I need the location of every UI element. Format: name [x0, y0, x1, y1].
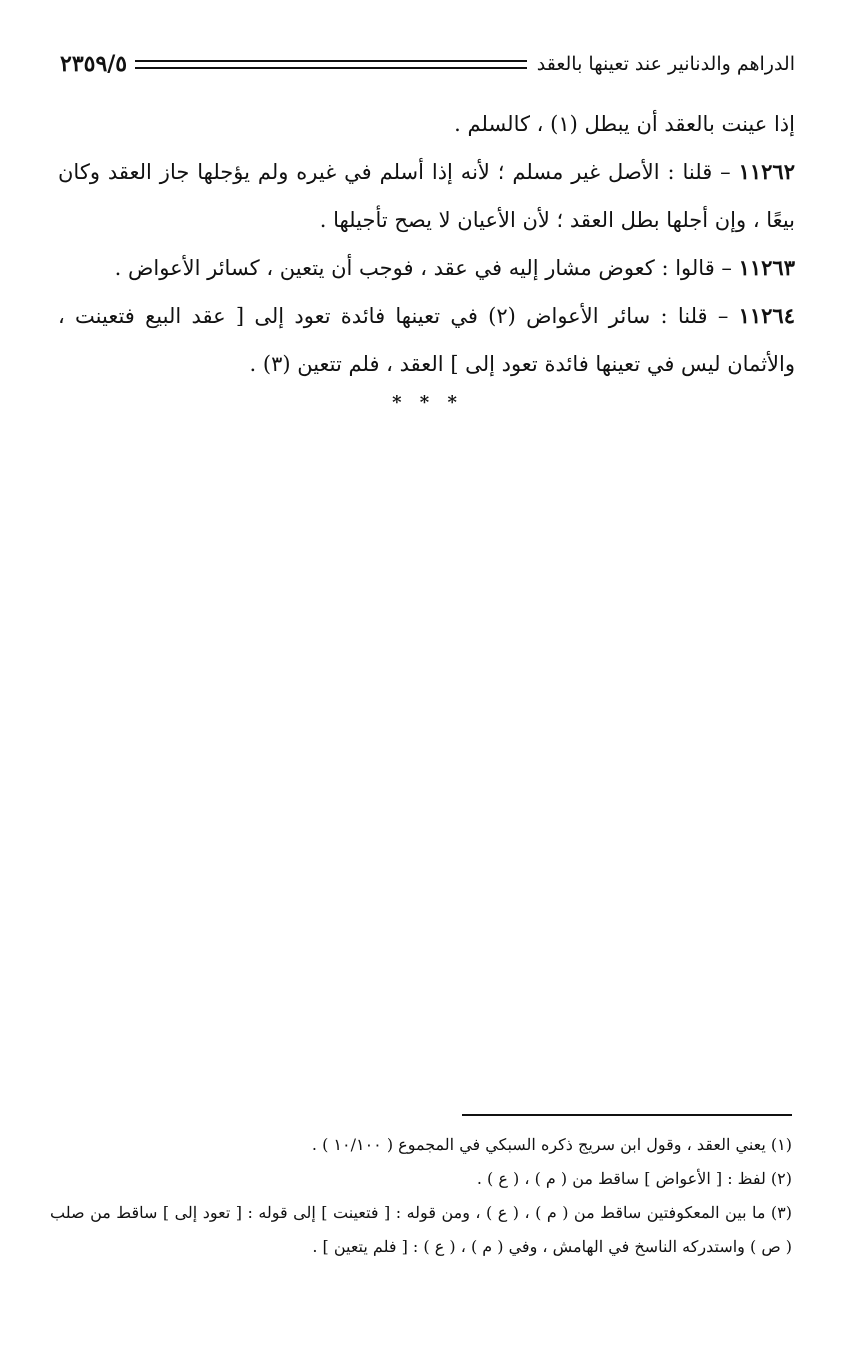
footnote: (١) يعني العقد ، وقول ابن سريج ذكره السبكي في المجموع ( ١٠/١٠٠ ) . [311, 1135, 792, 1154]
paragraph [58, 148, 795, 244]
section-separator: * * * [392, 392, 463, 413]
running-header [60, 44, 795, 84]
header-title: الدراهم والدنانير عند تعينها بالعقد [536, 53, 795, 75]
paragraph [58, 100, 795, 148]
paragraph-text: – قلنا : الأصل غير مسلم ؛ لأنه إذا أسلم في غيره ولم يؤجلها جاز العقد وكان بيعًا ، وإن أجلها بطل العقد ؛ لأن الأعيان لا يصح تأجيلها . [58, 160, 795, 232]
main-text [58, 100, 795, 388]
footnote-divider [462, 1114, 792, 1116]
paragraph-text: – قالوا : كعوض مشار إليه في عقد ، فوجب أن يتعين ، كسائر الأعواض . [114, 256, 739, 280]
paragraph-number: ١١٢٦٣ [738, 255, 795, 280]
footnote: (٣) ما بين المعكوفتين ساقط من ( م ) ، ( ع ) ، ومن قوله : [ فتعينت ] إلى قوله : [ تعود إلى ] ساقط من صلب ( ص ) واستدركه الناسخ في الهامش ، وفي ( م ) ، ( ع ) : [ فلم يتعين ] . [50, 1203, 792, 1256]
paragraph-number: ١١٢٦٢ [738, 159, 795, 184]
paragraph-number: ١١٢٦٤ [738, 303, 795, 328]
footnote: (٢) لفظ : [ الأعواض ] ساقط من ( م ) ، ( ع ) . [476, 1169, 792, 1188]
paragraph [58, 244, 795, 292]
paragraph [58, 292, 795, 388]
paragraph-text: – قلنا : سائر الأعواض (٢) في تعينها فائدة تعود إلى [ عقد البيع فتعينت ، والأثمان ليس في تعينها فائدة تعود إلى ] العقد ، فلم تتعين (٣) . [58, 304, 795, 376]
header-double-rule [135, 60, 527, 69]
paragraph-text: إذا عينت بالعقد أن يبطل (١) ، كالسلم . [454, 112, 795, 136]
page-number: ٢٣٥٩/٥ [60, 51, 128, 77]
footnotes [50, 1128, 792, 1264]
